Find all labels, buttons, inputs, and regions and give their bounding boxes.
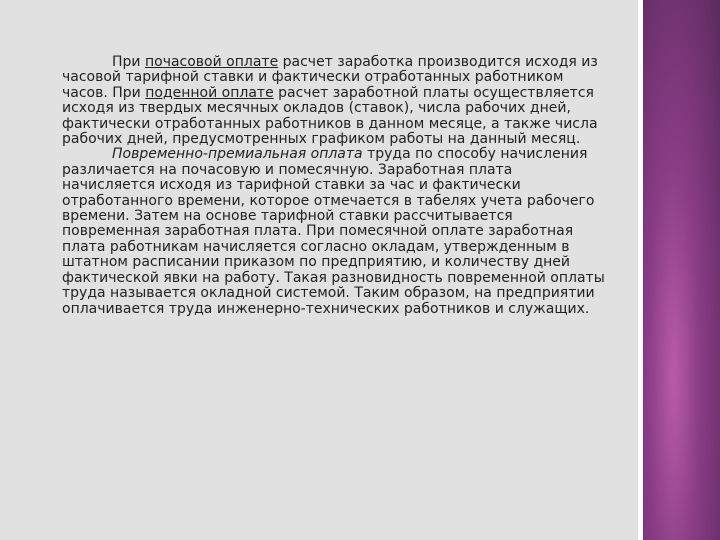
paragraph1-text-3: расчет заработной платы осуществляется исходя из твердых месячных окладов (ставок), числа рабочих дней, фактически отработанных работников в данном месяце, а также числа рабочих дней, предусмотренных графиком работы на данный месяц. [62,84,598,148]
paragraph1-text-2: расчет заработка производится исходя из часовой тарифной ставки и фактически отработанных работником часов. При [62,54,598,101]
paragraph-hourly-daily-pay [62,55,607,147]
purple-side-panel [643,0,720,540]
term-hourly-pay: почасовой оплате [144,54,279,70]
paragraph-time-bonus-pay [62,147,607,316]
text-block [62,55,607,317]
paragraph2-text-1: труда по способу начисления различается на почасовую и помесячную. Заработная плата начисляется исходя из тарифной ставки за час и фактически отработанного времени, которое отмечается в табелях учета рабочего времени. Затем на основе тарифной ставки рассчитывается повременная заработная плата. При помесячной оплате заработная плата работникам начисляется согласно окладам, утвержденным в штатном расписании приказом по предприятию, и количеству дней фактической явки на работу. Такая разновидность повременной оплаты труда называется окладной системой. Таким образом, на предприятии оплачивается труда инженерно-технических работников и служащих. [62,146,605,317]
term-time-bonus-pay: Повременно-премиальная оплата [112,146,363,163]
term-daily-pay: поденной оплате [145,84,274,101]
paragraph1-text-1: При [112,54,145,70]
